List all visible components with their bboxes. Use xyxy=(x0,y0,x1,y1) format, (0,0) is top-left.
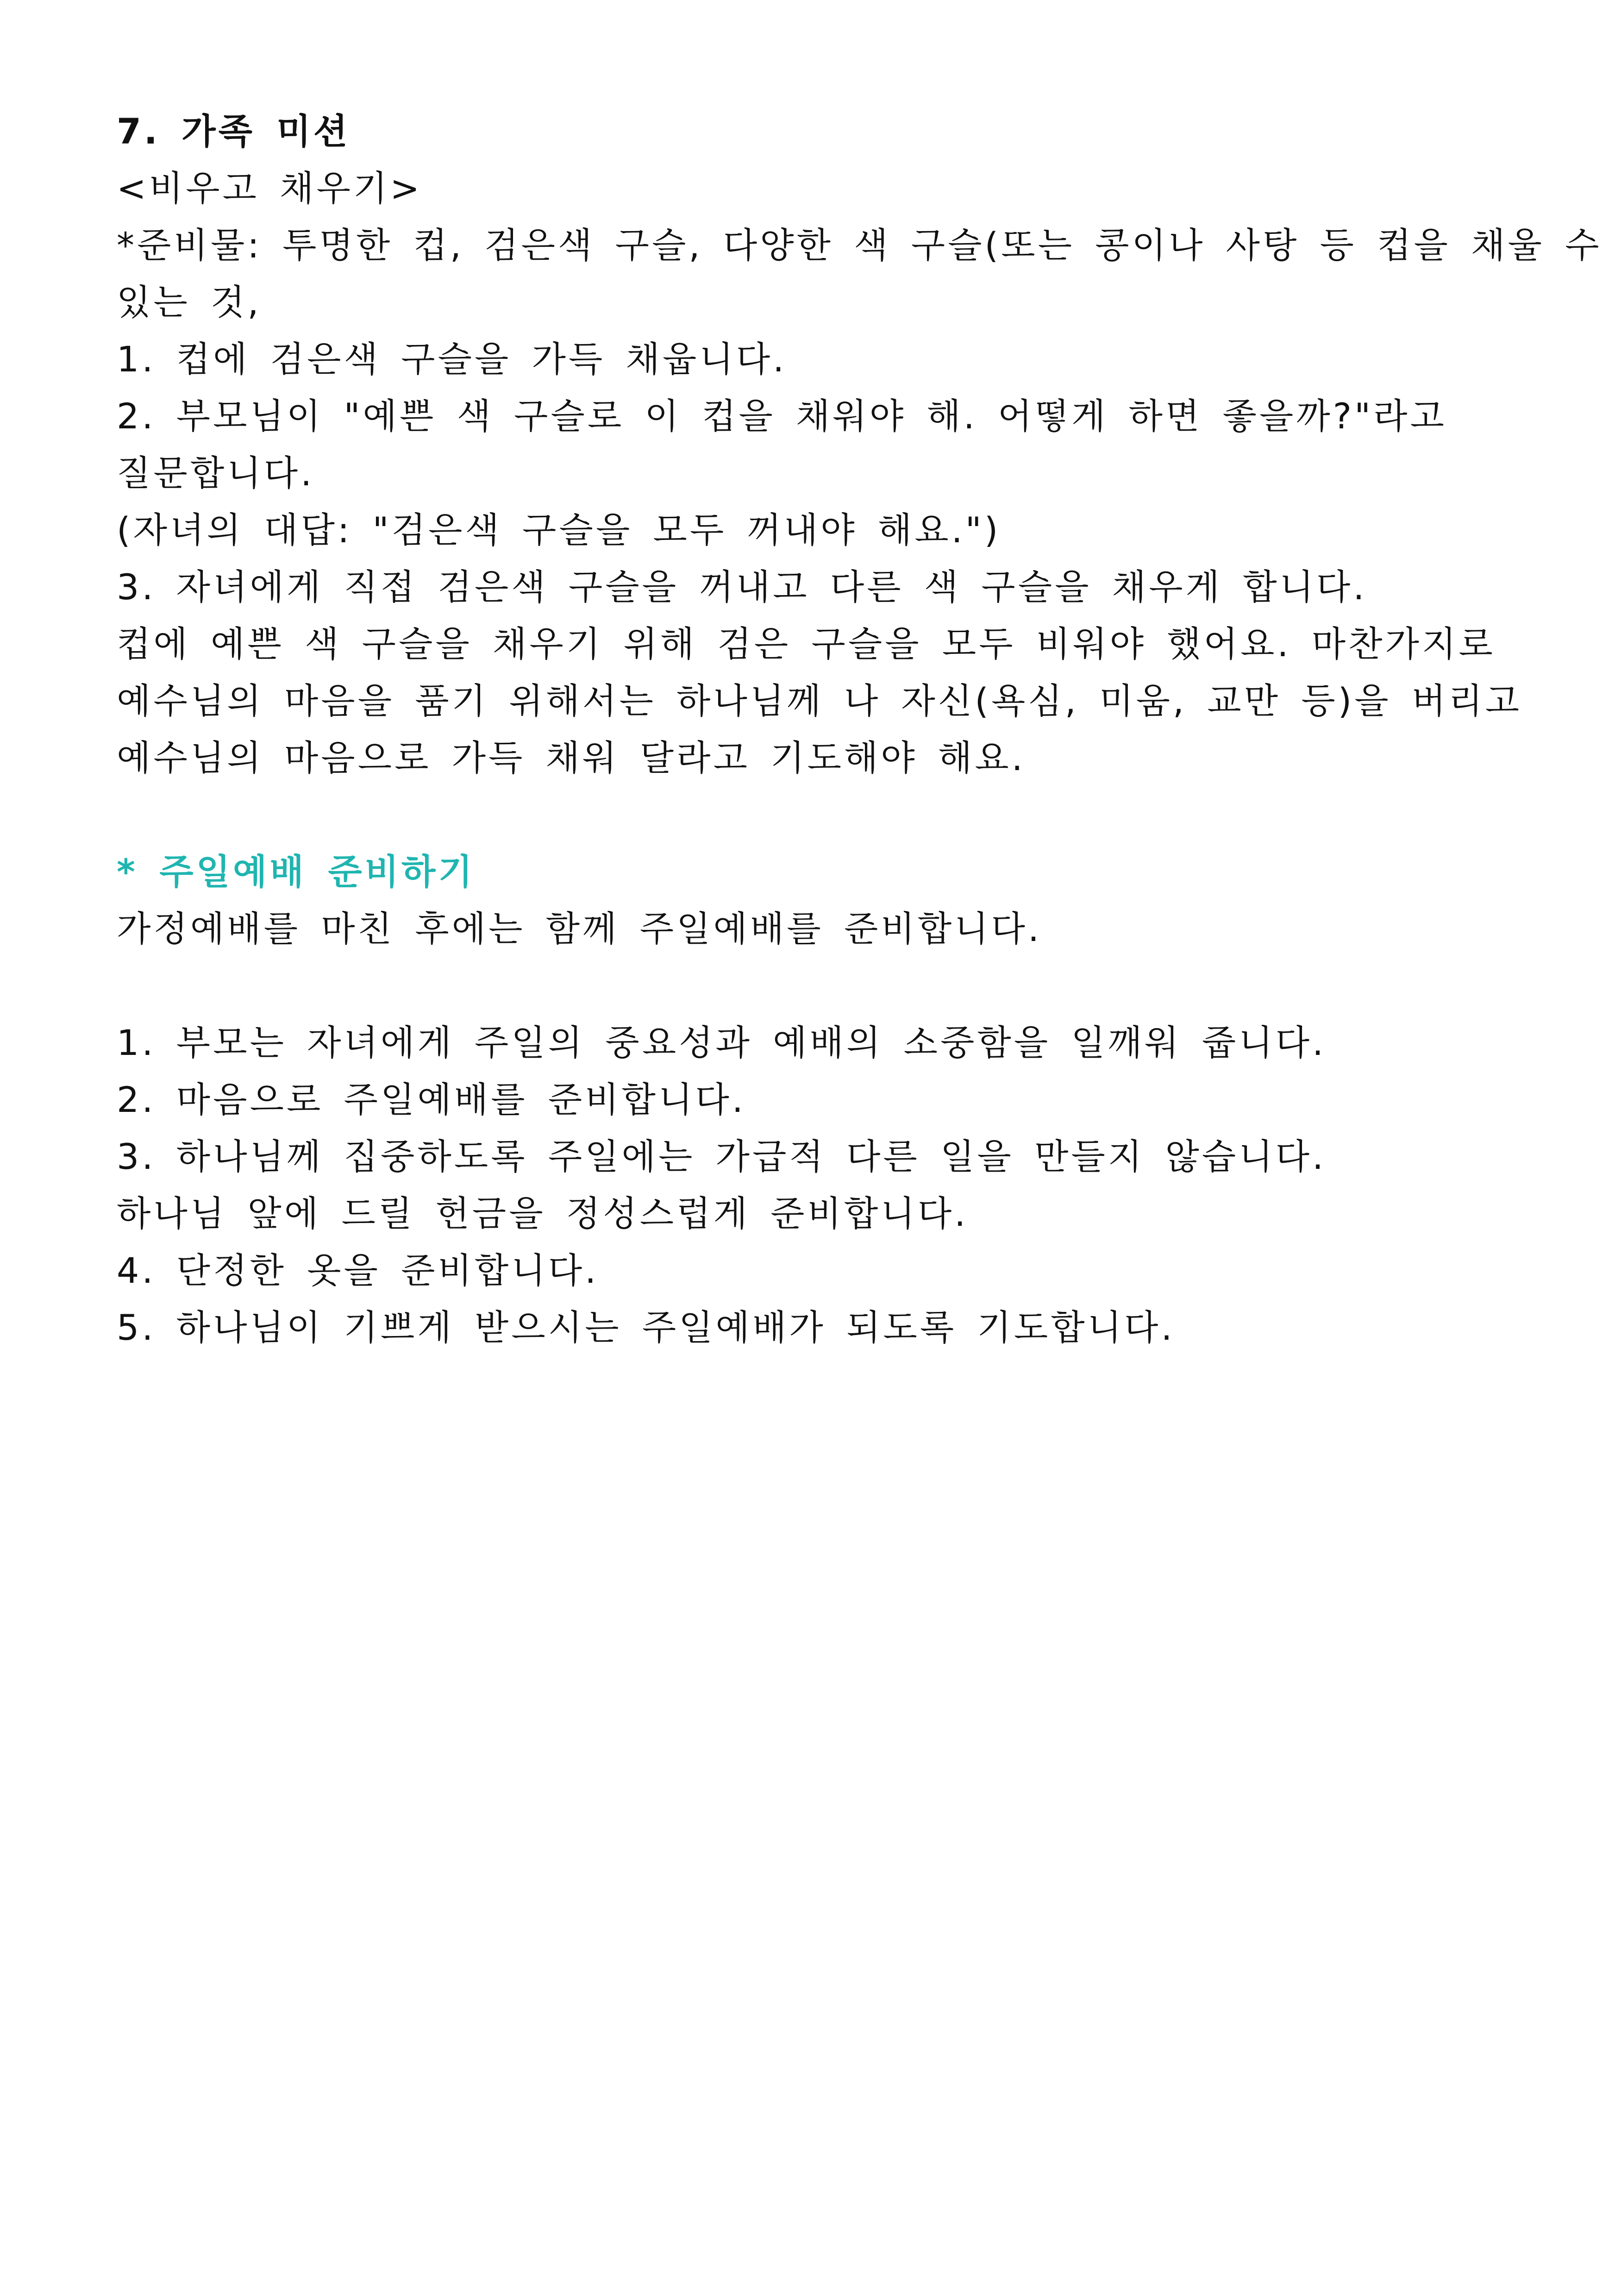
sunday-intro: 가정예배를 마친 후에는 함께 주일예배를 준비합니다. xyxy=(117,908,1042,949)
lesson-line-3: 예수님의 마음으로 가득 채워 달라고 기도해야 해요. xyxy=(117,737,1026,778)
list-spacer xyxy=(117,957,1496,1014)
sunday-item-2: 2. 마음으로 주일예배를 준비합니다. xyxy=(117,1079,746,1120)
mission-subtitle: <비우고 채우기> xyxy=(117,168,423,209)
mission-step-2-line-1: 2. 부모님이 "예쁜 색 구슬로 이 컵을 채워야 해. 어떻게 하면 좋을까?"라고 xyxy=(117,395,1447,437)
lesson-line-2: 예수님의 마음을 품기 위해서는 하나님께 나 자신(욕심, 미움, 교만 등)을 버리고 xyxy=(117,680,1522,721)
sunday-heading: * 주일예배 준비하기 xyxy=(117,851,475,892)
document-page xyxy=(117,103,1602,1356)
sunday-item-3: 3. 하나님께 집중하도록 주일에는 가급적 다른 일을 만들지 않습니다. xyxy=(117,1136,1327,1177)
sunday-item-5: 5. 하나님이 기쁘게 받으시는 주일예배가 되도록 기도합니다. xyxy=(117,1307,1175,1348)
mission-step-1: 1. 컵에 검은색 구슬을 가득 채웁니다. xyxy=(117,339,787,380)
materials-line-2: 있는 것, xyxy=(117,282,262,323)
mission-step-2-line-2: 질문합니다. xyxy=(117,452,315,494)
child-answer: (자녀의 대답: "검은색 구슬을 모두 꺼내야 해요.") xyxy=(117,509,1001,551)
section-spacer xyxy=(117,786,1496,843)
mission-step-3: 3. 자녀에게 직접 검은색 구슬을 꺼내고 다른 색 구슬을 채우게 합니다. xyxy=(117,566,1367,608)
materials-line-1: *준비물: 투명한 컵, 검은색 구슬, 다양한 색 구슬(또는 콩이나 사탕 등 컵을 채울 수 xyxy=(117,225,1602,266)
mission-title: 7. 가족 미션 xyxy=(117,111,351,152)
sunday-offering: 하나님 앞에 드릴 헌금을 정성스럽게 준비합니다. xyxy=(117,1193,969,1234)
sunday-item-4: 4. 단정한 옷을 준비합니다. xyxy=(117,1250,599,1291)
sunday-item-1: 1. 부모는 자녀에게 주일의 중요성과 예배의 소중함을 일깨워 줍니다. xyxy=(117,1022,1327,1063)
lesson-line-1: 컵에 예쁜 색 구슬을 채우기 위해 검은 구슬을 모두 비워야 했어요. 마찬가지로 xyxy=(117,623,1496,665)
